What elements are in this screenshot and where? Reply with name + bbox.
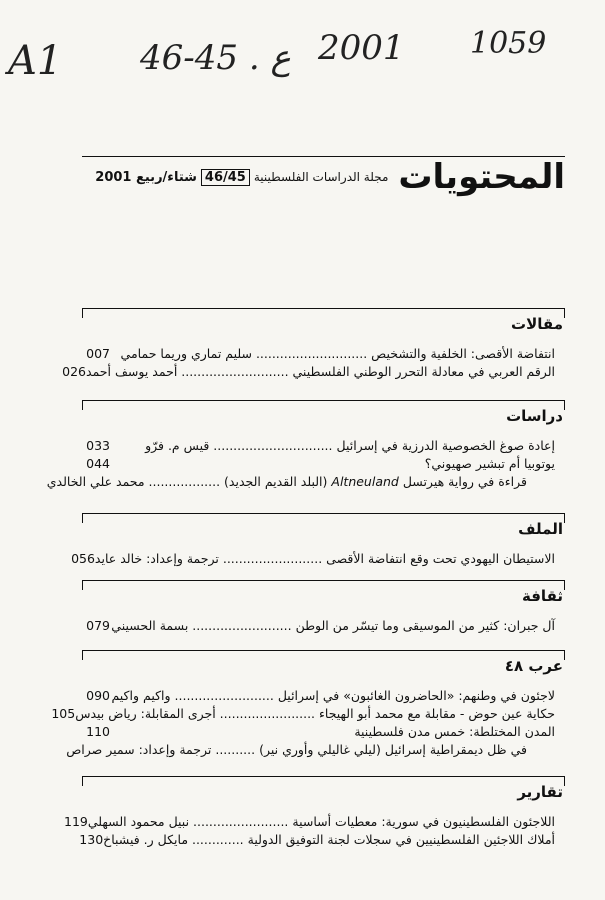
entry-text: المدن المختلطة: خمس مدن فلسطينية <box>354 724 555 739</box>
issue-season: شتاء/ربيع 2001 <box>95 169 197 185</box>
entry-page: 044 <box>86 456 110 471</box>
entry-page: 056 <box>71 551 95 566</box>
entry-page: 105 <box>51 706 76 721</box>
toc-entry[interactable] <box>82 437 565 455</box>
section-reports <box>64 776 565 849</box>
handwritten-code: 46-45 . ع <box>140 38 291 78</box>
toc-entry-continuation <box>66 741 565 759</box>
section-title: ثقافة <box>522 587 563 605</box>
entry-text: آل جبران: كثير من الموسيقى وما تيسّر من الوطن ......................... بسمة الحسيني <box>111 618 555 633</box>
entry-page: 007 <box>86 346 110 361</box>
entry-text: اللاجئون الفلسطينيون في سورية: معطيات أساسية ........................ نبيل محمود السهلي <box>87 814 555 829</box>
entry-page: 090 <box>86 688 110 703</box>
entry-page: 026 <box>62 364 87 379</box>
entry-page: 079 <box>86 618 110 633</box>
toc-entry[interactable] <box>71 550 565 568</box>
toc-entry[interactable] <box>51 705 565 723</box>
entry-text: لاجئون في وطنهم: «الحاضرون الغائبون» في إسرائيل ......................... واكيم واكيم <box>111 688 555 703</box>
handwritten-number: 1059 <box>470 26 547 61</box>
section-articles <box>62 308 565 381</box>
entry-text: إعادة صوغ الخصوصية الدرزية في إسرائيل .............................. قيس م. فرّو <box>145 438 555 453</box>
section-arabs-48 <box>51 650 565 759</box>
section-culture <box>82 580 565 635</box>
toc-entry[interactable] <box>82 455 565 473</box>
section-title: مقالات <box>511 315 563 333</box>
entry-page: 033 <box>86 438 110 453</box>
journal-name: مجلة الدراسات الفلسطينية <box>253 170 389 184</box>
entry-text: أملاك اللاجئين الفلسطينيين في سجلات لجنة التوفيق الدولية ............. مايكل ر. فيشباخ <box>103 832 555 847</box>
entry-text: الاستيطان اليهودي تحت وقع انتفاضة الأقصى ......................... ترجمة وإعداد: خالد عايد <box>94 551 555 566</box>
entry-latin-title: Altneuland <box>331 474 399 489</box>
handwritten-notes <box>0 8 605 88</box>
entry-text: الرقم العربي في معادلة التحرر الوطني الفلسطيني ........................... أحمد يوسف أحمد <box>86 364 555 379</box>
toc-entry-continuation <box>46 473 565 491</box>
entry-text <box>47 473 565 491</box>
handwritten-year: 2001 <box>318 28 405 68</box>
toc-entry[interactable] <box>79 831 565 849</box>
toc-entry[interactable] <box>64 813 565 831</box>
entry-text: حكاية عين حوض - مقابلة مع محمد أبو الهيجاء ........................ أجرى المقابلة: رياض بيدس <box>75 706 555 721</box>
handwritten-a1: A1 <box>8 38 63 84</box>
entry-text: يوتوبيا أم تبشير صهيوني؟ <box>424 456 555 471</box>
entry-text-before: قراءة في رواية هيرتسل <box>402 474 527 489</box>
section-title: تقارير <box>517 783 563 801</box>
toc-entry[interactable] <box>62 363 565 381</box>
entry-text-after: (البلد القديم الجديد) .................. محمد علي الخالدي <box>46 474 328 489</box>
section-title: دراسات <box>506 407 563 425</box>
contents-header <box>82 156 565 197</box>
entry-page: 110 <box>86 724 110 739</box>
entry-page: 119 <box>64 814 88 829</box>
toc-entry[interactable] <box>82 617 565 635</box>
section-title: الملف <box>518 520 563 538</box>
toc-entry[interactable] <box>82 687 565 705</box>
section-studies <box>46 400 565 491</box>
section-file <box>71 513 565 568</box>
entry-page: 130 <box>79 832 104 847</box>
section-title: عرب ٤٨ <box>504 657 563 675</box>
issue-number: 46/45 <box>201 169 250 186</box>
entry-text: انتفاضة الأقصى: الخلفية والتشخيص ............................ سليم تماري وريما حمامي <box>120 346 555 361</box>
toc-entry[interactable] <box>82 345 565 363</box>
entry-text: في ظل ديمقراطية إسرائيل (ليلي غاليلي وأوري نير) .......... ترجمة وإعداد: سمير صراص <box>66 742 527 757</box>
page-title: المحتويات <box>398 157 565 197</box>
toc-entry[interactable] <box>82 723 565 741</box>
